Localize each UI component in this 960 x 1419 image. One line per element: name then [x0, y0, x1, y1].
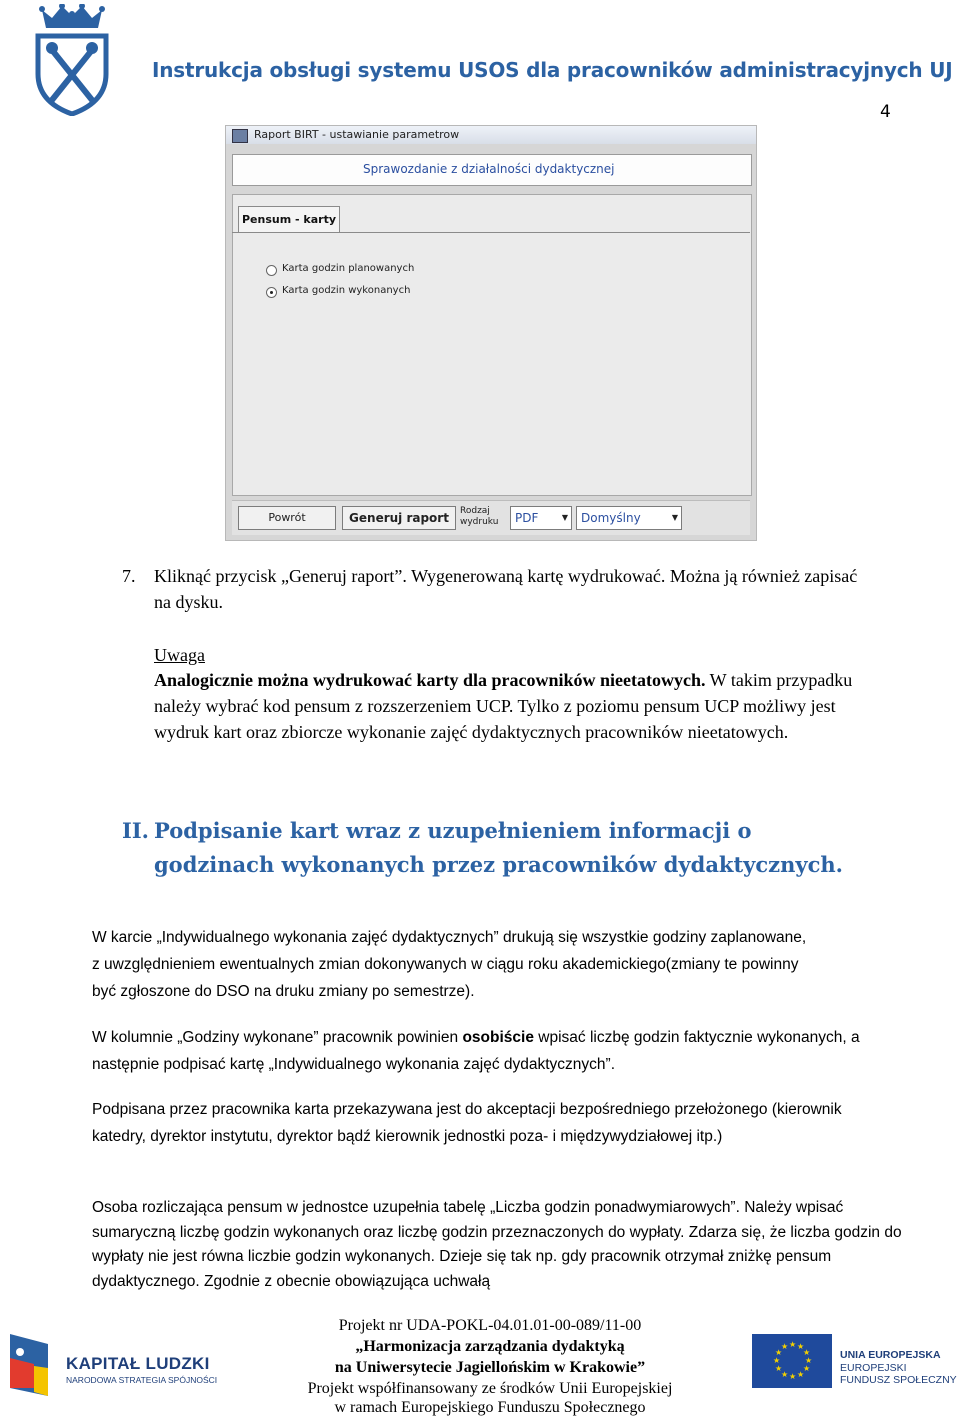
kapital-ludzki-title: KAPITAŁ LUDZKI [66, 1354, 210, 1373]
chevron-down-icon: ▼ [671, 513, 678, 522]
step-7-text: Kliknąć przycisk „Generuj raport”. Wygenerowaną kartę wydrukować. Można ją również zapisać na dysku. [154, 566, 858, 612]
footer-project-number: Projekt nr UDA-POKL-04.01.01-00-089/11-00 [338, 1317, 642, 1334]
format-select-value: PDF [515, 511, 539, 525]
back-button[interactable]: Powrót [238, 506, 336, 530]
svg-text:★: ★ [789, 1372, 797, 1381]
radio-completed-hours[interactable] [266, 287, 277, 298]
svg-text:★: ★ [775, 1364, 783, 1373]
kapital-ludzki-logo-icon [8, 1330, 60, 1398]
report-banner-text: Sprawozdanie z działalności dydaktycznej [363, 162, 615, 176]
uj-crest-icon [34, 4, 110, 116]
radio-planned-hours-label: Karta godzin planowanych [282, 263, 415, 274]
svg-text:★: ★ [781, 1370, 789, 1379]
svg-text:★: ★ [775, 1348, 783, 1357]
app-window-icon [232, 129, 248, 143]
dialog-title: Raport BIRT - ustawianie parametrow [254, 128, 460, 141]
svg-text:★: ★ [797, 1342, 805, 1351]
note-text: W takim przypadku należy wybrać kod pensum z rozszerzeniem UCP. Tylko z poziomu pensum UCP możliwy jest wydruk kart oraz zbiorcze wykonanie zajęć dydaktycznych pracowników nieetatowych. [154, 670, 853, 742]
page-number: 4 [880, 102, 891, 122]
svg-text:★: ★ [773, 1356, 781, 1365]
paragraph-2 [92, 1024, 872, 1078]
document-header-title: Instrukcja obsługi systemu USOS dla pracowników administracyjnych UJ [152, 58, 953, 82]
svg-text:★: ★ [805, 1356, 813, 1365]
svg-text:★: ★ [797, 1370, 805, 1379]
printer-select[interactable] [576, 506, 682, 530]
svg-text:★: ★ [803, 1348, 811, 1357]
eu-flag-icon [752, 1334, 832, 1388]
radio-completed-hours-label: Karta godzin wykonanych [282, 285, 411, 296]
footer-cofinance-2: w ramach Europejskiego Funduszu Społecznego [334, 1399, 646, 1416]
printer-select-value: Domyślny [581, 511, 641, 525]
radio-planned-hours[interactable] [266, 265, 277, 276]
footer-project-title-2: na Uniwersytecie Jagiellońskim w Krakowie” [334, 1359, 646, 1376]
eu-label-1: UNIA EUROPEJSKA [840, 1349, 941, 1361]
report-dialog-screenshot [226, 126, 756, 540]
chevron-down-icon: ▼ [561, 513, 568, 522]
footer-cofinance-1: Projekt współfinansowany ze środków Unii Europejskiej [307, 1380, 673, 1397]
svg-text:★: ★ [789, 1340, 797, 1349]
tab-pensum-karty[interactable]: Pensum - karty [238, 206, 340, 233]
dialog-titlebar [226, 126, 756, 144]
section-number: II. [122, 818, 149, 843]
paragraph-2-end: wpisać liczbę godzin faktycznie wykonanych, a następnie podpisać kartę „Indywidualnego wykonania zajęć dydaktycznych”. [92, 1029, 860, 1073]
paragraph-1: W karcie „Indywidualnego wykonania zajęć dydaktycznych” drukują się wszystkie godziny zaplanowane, z uwzględnieniem ewentualnych zmian dokonywanych w ciągu roku akademickiego(zmiany te powinny być zgłoszone do DSO na druku zmiany po semestrze). [92, 929, 807, 1000]
paragraph-4: Osoba rozliczająca pensum w jednostce uzupełnia tabelę „Liczba godzin ponadwymiarowych”. Należy wpisać sumaryczną liczbę godzin wykonanych oraz liczbę godzin przeznaczonych do wypłaty. Zdarza się, że liczba godzin do wypłaty nie jest równa liczbie godzin wykonanych. Dzieje się tak np. gdy pracownik otrzymał zniżkę pensum dydaktycznego. Zgodnie z obecnie obowiązująca uchwałą [92, 1199, 902, 1290]
print-type-label: Rodzaj wydruku [460, 506, 499, 527]
paragraph-3: Podpisana przez pracownika karta przekazywana jest do akceptacji bezpośredniego przełożonego (kierownik katedry, dyrektor instytutu, dyrektor bądź kierownik jednostki poza- i międzywydziałowej itp.) [92, 1101, 842, 1145]
note-paragraph [154, 667, 874, 745]
section-title: Podpisanie kart wraz z uzupełnieniem informacji o godzinach wykonanych przez pracowników dydaktycznych. [154, 818, 843, 877]
tab-divider [232, 232, 750, 233]
format-select[interactable] [510, 506, 572, 530]
paragraph-2-bold: osobiście [462, 1029, 534, 1046]
note-title: Uwaga [154, 645, 205, 665]
kapital-ludzki-subtitle: NARODOWA STRATEGIA SPÓJNOŚCI [66, 1375, 218, 1385]
generate-report-button[interactable]: Generuj raport [342, 506, 456, 530]
report-banner [232, 154, 752, 186]
footer-project-title-1: „Harmonizacja zarządzania dydaktyką [355, 1338, 625, 1355]
svg-text:★: ★ [781, 1342, 789, 1351]
note-bold-line: Analogicznie można wydrukować karty dla pracowników nieetatowych. [154, 670, 706, 690]
svg-text:★: ★ [803, 1364, 811, 1373]
options-panel [232, 194, 752, 496]
eu-label-2: EUROPEJSKI [840, 1362, 907, 1374]
eu-label-3: FUNDUSZ SPOŁECZNY [840, 1374, 957, 1386]
step-number: 7. [122, 566, 136, 586]
paragraph-2-start: W kolumnie „Godziny wykonane” pracownik powinien [92, 1029, 463, 1046]
